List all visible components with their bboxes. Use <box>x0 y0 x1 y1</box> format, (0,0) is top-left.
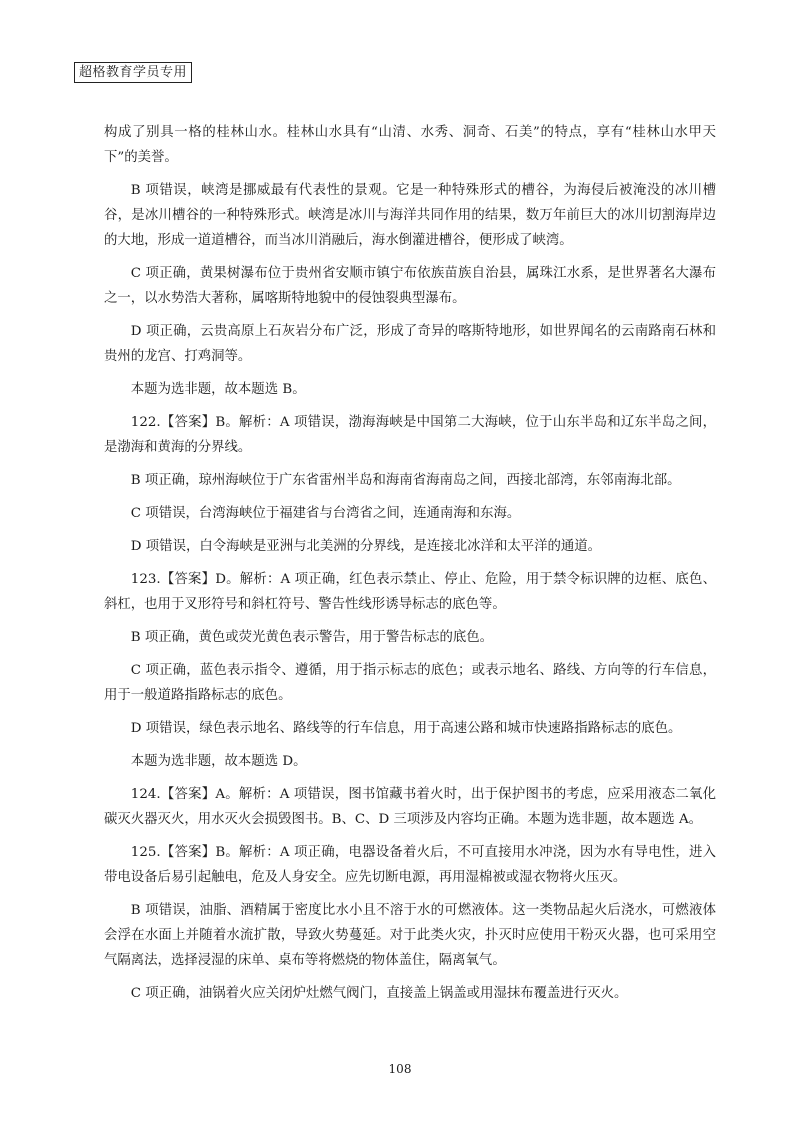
paragraph: C 项正确，黄果树瀑布位于贵州省安顺市镇宁布依族苗族自治县，属珠江水系，是世界著名大瀑布之一，以水势浩大著称，属喀斯特地貌中的侵蚀裂典型瀑布。 <box>104 266 716 306</box>
paragraph: 本题为选非题，故本题选 D。 <box>130 754 307 769</box>
answer-123: 123.【答案】D。解析：A 项正确，红色表示禁止、停止、危险，用于禁令标识牌的边框、底色、斜杠，也用于叉形符号和斜杠符号、警告性线形诱导标志的底色等。 <box>104 572 716 612</box>
answer-122: 122.【答案】B。解析：A 项错误，渤海海峡是中国第二大海峡，位于山东半岛和辽东半岛之间，是渤海和黄海的分界线。 <box>104 415 716 455</box>
paragraph: C 项正确，油锅着火应关闭炉灶燃气阀门，直接盖上锅盖或用湿抹布覆盖进行灭火。 <box>130 986 628 1001</box>
paragraph: D 项错误，绿色表示地名、路线等的行车信息，用于高速公路和城市快速路指路标志的底色。 <box>130 721 682 736</box>
paragraph: B 项正确，琼州海峡位于广东省雷州半岛和海南省海南岛之间，西接北部湾，东邻南海北部。 <box>130 473 681 488</box>
document-body <box>104 120 716 1014</box>
paragraph: B 项错误，油脂、酒精属于密度比水小且不溶于水的可燃液体。这一类物品起火后浇水，可燃液体会浮在水面上并随着水流扩散，导致火势蔓延。对于此类火灾，扑灭时应使用干粉灭火器，也可采用空气隔离法，选择浸湿的床单、桌布等将燃烧的物体盖住，隔离氧气。 <box>104 903 716 968</box>
paragraph: 本题为选非题，故本题选 B。 <box>130 382 306 397</box>
answer-124: 124.【答案】A。解析：A 项错误，图书馆藏书着火时，出于保护图书的考虑，应采用液态二氧化碳灭火器灭火，用水灭火会损毁图书。B、C、D 三项涉及内容均正确。本题为选非题，故本题选 A。 <box>104 787 716 827</box>
watermark-stamp: 超格教育学员专用 <box>74 62 192 83</box>
paragraph: C 项错误，台湾海峡位于福建省与台湾省之间，连通南海和东海。 <box>130 506 521 521</box>
paragraph: C 项正确，蓝色表示指令、遵循，用于指示标志的底色；或表示地名、路线、方向等的行车信息，用于一般道路指路标志的底色。 <box>104 663 716 703</box>
paragraph-continuation: 构成了别具一格的桂林山水。桂林山水具有“山清、水秀、洞奇、石美”的特点，享有“桂林山水甲天下”的美誉。 <box>104 125 716 165</box>
paragraph: B 项正确，黄色或荧光黄色表示警告，用于警告标志的底色。 <box>130 630 494 645</box>
answer-125: 125.【答案】B。解析：A 项正确，电器设备着火后，不可直接用水冲浇，因为水有导电性，进入带电设备后易引起触电，危及人身安全。应先切断电源，再用湿棉被或湿衣物将火压灭。 <box>104 845 716 885</box>
paragraph: D 项错误，白令海峡是亚洲与北美洲的分界线，是连接北冰洋和太平洋的通道。 <box>130 539 602 554</box>
paragraph: D 项正确，云贵高原上石灰岩分布广泛，形成了奇异的喀斯特地形，如世界闻名的云南路南石林和贵州的龙宫、打鸡洞等。 <box>104 324 716 364</box>
page-number: 108 <box>388 1062 412 1076</box>
paragraph: B 项错误，峡湾是挪威最有代表性的景观。它是一种特殊形式的槽谷，为海侵后被淹没的冰川槽谷，是冰川槽谷的一种特殊形式。峡湾是冰川与海洋共同作用的结果，数万年前巨大的冰川切割海岸边的大地，形成一道道槽谷，而当冰川消融后，海水倒灌进槽谷，便形成了峡湾。 <box>104 183 716 248</box>
